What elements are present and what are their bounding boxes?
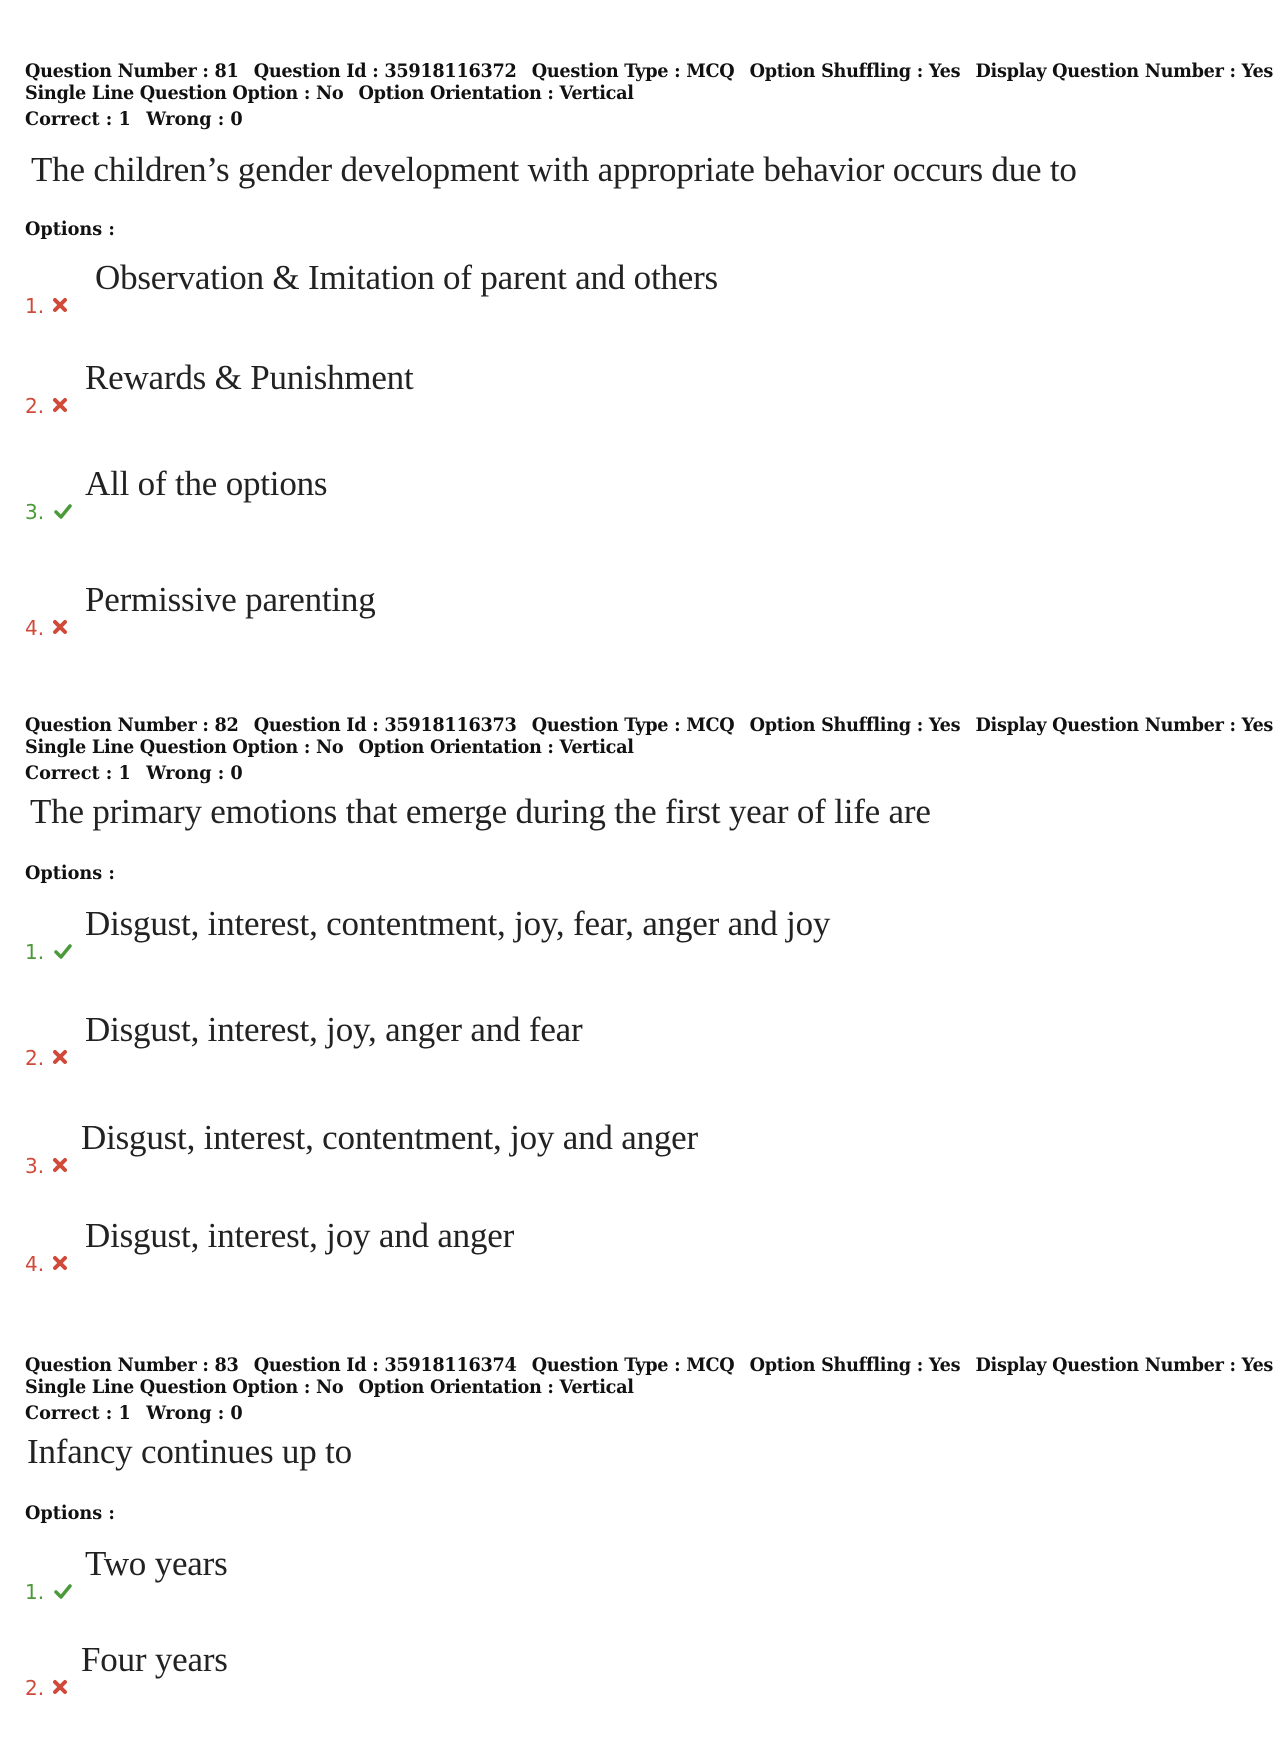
option-number: 4.	[25, 1252, 45, 1276]
wrong-score: Wrong : 0	[146, 762, 243, 784]
option-2	[25, 358, 1125, 418]
options-label: Options :	[25, 218, 115, 240]
check-icon	[51, 942, 75, 960]
question-meta	[25, 1354, 1274, 1398]
option-shuffling: Option Shuffling : Yes	[749, 714, 961, 736]
question-text: The primary emotions that emerge during the first year of life are	[30, 792, 931, 831]
option-orientation: Option Orientation : Vertical	[358, 82, 634, 104]
option-3	[25, 464, 1125, 524]
cross-icon	[51, 396, 69, 414]
check-icon	[51, 502, 75, 520]
question-block-82	[25, 714, 1274, 1276]
single-line-option: Single Line Question Option : No	[25, 736, 344, 758]
check-icon	[51, 1582, 75, 1600]
option-text: Disgust, interest, joy and anger	[85, 1216, 515, 1255]
cross-icon	[51, 1254, 69, 1272]
wrong-score: Wrong : 0	[146, 108, 243, 130]
option-text: Two years	[85, 1544, 228, 1583]
option-text: Disgust, interest, joy, anger and fear	[85, 1010, 583, 1049]
cross-icon	[51, 1156, 69, 1174]
question-meta	[25, 60, 1274, 104]
option-2	[25, 1010, 1125, 1070]
question-number: Question Number : 82	[25, 714, 239, 736]
option-4	[25, 580, 1125, 640]
score-line	[25, 762, 1141, 784]
option-number: 1.	[25, 1580, 45, 1604]
question-id: Question Id : 35918116372	[253, 60, 517, 82]
correct-score: Correct : 1	[25, 108, 131, 130]
single-line-option: Single Line Question Option : No	[25, 1376, 344, 1398]
option-text: Disgust, interest, contentment, joy, fear, anger and joy	[85, 904, 831, 943]
question-number: Question Number : 83	[25, 1354, 239, 1376]
question-block-83	[25, 1354, 1274, 1700]
cross-icon	[51, 296, 69, 314]
options-label: Options :	[25, 1502, 115, 1524]
option-text: Disgust, interest, contentment, joy and anger	[81, 1118, 698, 1157]
option-text: Four years	[81, 1640, 228, 1679]
display-question-number: Display Question Number : Yes	[975, 60, 1274, 82]
cross-icon	[51, 1048, 69, 1066]
option-number: 3.	[25, 1154, 45, 1178]
option-number: 4.	[25, 616, 45, 640]
single-line-option: Single Line Question Option : No	[25, 82, 344, 104]
option-4	[25, 1216, 1125, 1276]
option-number: 2.	[25, 394, 45, 418]
option-text: All of the options	[85, 464, 328, 503]
cross-icon	[51, 1678, 69, 1696]
correct-score: Correct : 1	[25, 1402, 131, 1424]
option-3	[25, 1118, 1125, 1178]
question-text: Infancy continues up to	[27, 1432, 352, 1471]
option-1	[25, 258, 1125, 318]
options-label: Options :	[25, 862, 115, 884]
question-type: Question Type : MCQ	[531, 60, 735, 82]
question-block-81	[25, 60, 1274, 640]
option-shuffling: Option Shuffling : Yes	[749, 60, 961, 82]
cross-icon	[51, 618, 69, 636]
option-orientation: Option Orientation : Vertical	[358, 1376, 634, 1398]
score-line	[25, 1402, 1141, 1424]
display-question-number: Display Question Number : Yes	[975, 1354, 1274, 1376]
option-shuffling: Option Shuffling : Yes	[749, 1354, 961, 1376]
wrong-score: Wrong : 0	[146, 1402, 243, 1424]
question-number: Question Number : 81	[25, 60, 239, 82]
question-id: Question Id : 35918116374	[253, 1354, 517, 1376]
option-2	[25, 1640, 1125, 1700]
question-type: Question Type : MCQ	[531, 714, 735, 736]
question-meta	[25, 714, 1274, 758]
option-1	[25, 904, 1125, 964]
option-number: 2.	[25, 1676, 45, 1700]
option-number: 3.	[25, 500, 45, 524]
score-line	[25, 108, 1141, 130]
option-number: 2.	[25, 1046, 45, 1070]
option-1	[25, 1544, 1125, 1604]
option-text: Rewards & Punishment	[85, 358, 414, 397]
option-number: 1.	[25, 294, 45, 318]
display-question-number: Display Question Number : Yes	[975, 714, 1274, 736]
question-text: The children’s gender development with appropriate behavior occurs due to	[31, 150, 1077, 189]
option-number: 1.	[25, 940, 45, 964]
option-text: Permissive parenting	[85, 580, 376, 619]
option-text: Observation & Imitation of parent and others	[95, 258, 718, 297]
question-type: Question Type : MCQ	[531, 1354, 735, 1376]
question-id: Question Id : 35918116373	[253, 714, 517, 736]
correct-score: Correct : 1	[25, 762, 131, 784]
option-orientation: Option Orientation : Vertical	[358, 736, 634, 758]
